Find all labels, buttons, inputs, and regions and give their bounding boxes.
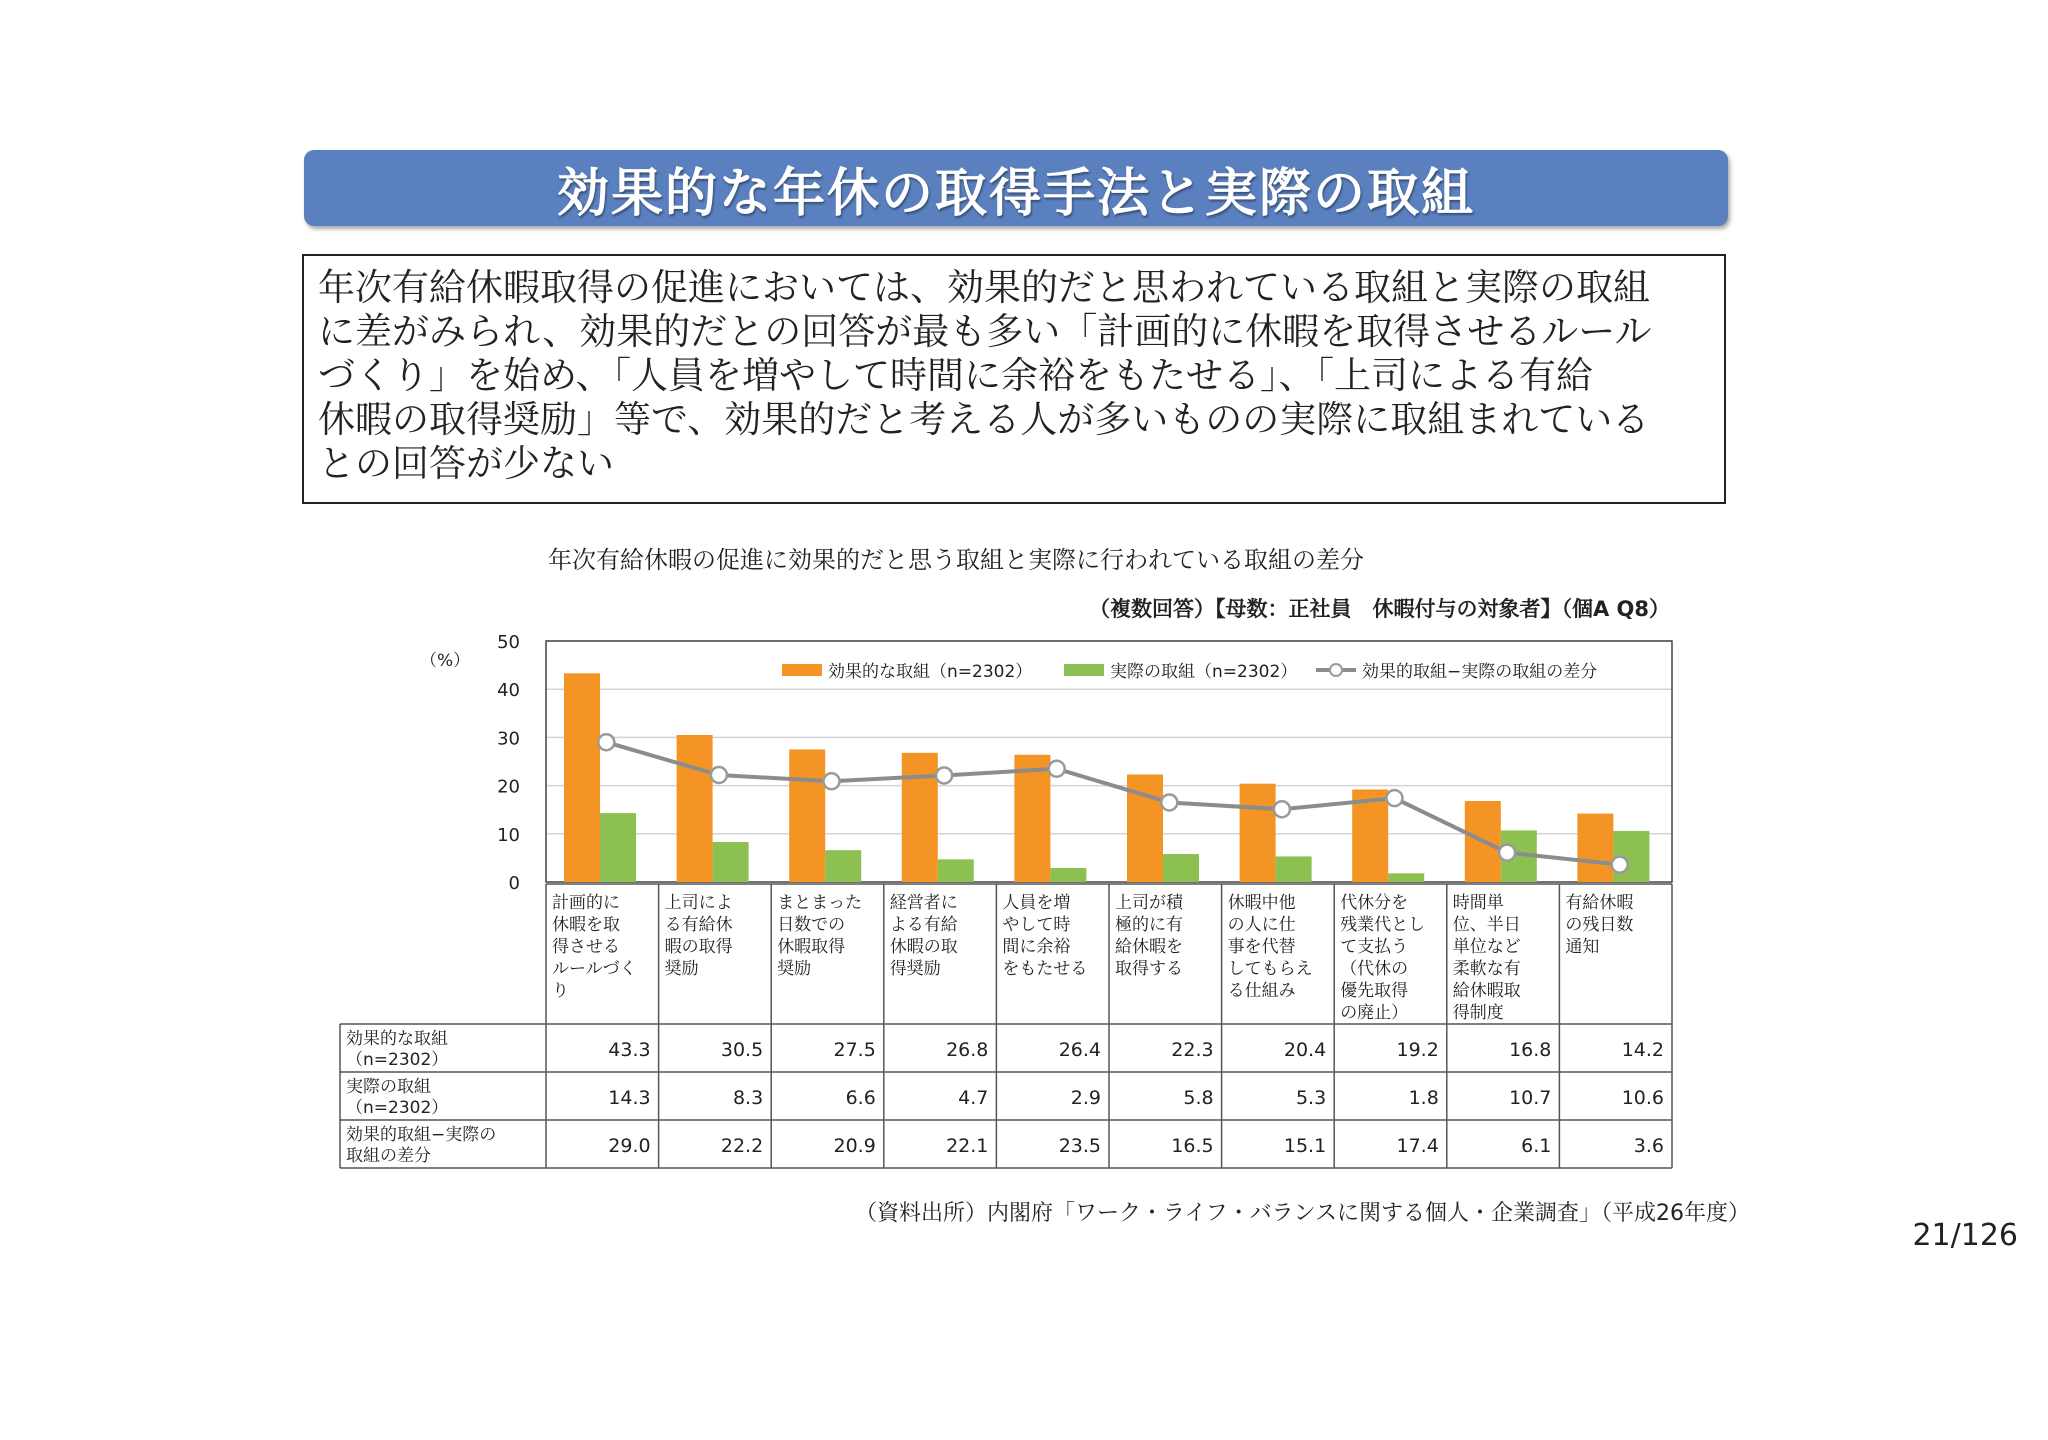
legend-label: 効果的な取組（n=2302） bbox=[828, 662, 1033, 682]
summary-line: との回答が少ない bbox=[318, 442, 614, 485]
legend-label: 効果的取組−実際の取組の差分 bbox=[1362, 662, 1598, 682]
diff-point bbox=[1161, 794, 1177, 810]
table-value: 23.5 bbox=[1058, 1135, 1101, 1157]
table-value: 15.1 bbox=[1283, 1135, 1327, 1157]
category-label-line: よる有給 bbox=[889, 915, 958, 935]
category-label-line: 日数での bbox=[777, 915, 846, 935]
category-label-line: 奨励 bbox=[664, 959, 699, 979]
table-value: 14.2 bbox=[1621, 1039, 1664, 1061]
page-title: 効果的な年休の取得手法と実際の取組 bbox=[556, 163, 1475, 224]
table-value: 22.3 bbox=[1171, 1039, 1214, 1061]
category-label-line: をもたせる bbox=[1002, 959, 1088, 979]
table-value: 10.6 bbox=[1621, 1087, 1664, 1109]
category-label-line: 経営者に bbox=[889, 893, 958, 913]
table-value: 22.1 bbox=[946, 1135, 989, 1157]
category-label-line: 得奨励 bbox=[889, 959, 941, 979]
bar bbox=[1240, 784, 1276, 882]
category-label-line: 取得する bbox=[1115, 959, 1183, 979]
category-label-line: 残業代とし bbox=[1340, 915, 1426, 935]
category-label-line: 上司が積 bbox=[1115, 893, 1183, 913]
category-label bbox=[1453, 893, 1521, 1023]
row-label bbox=[346, 1029, 448, 1070]
category-label-line: 時間単 bbox=[1452, 893, 1504, 913]
summary-line: 年次有給休暇取得の促進においては、効果的だと思われている取組と実際の取組 bbox=[318, 266, 1650, 309]
category-label-line: 奨励 bbox=[777, 959, 812, 979]
bar bbox=[902, 753, 938, 882]
category-label bbox=[552, 893, 637, 1001]
bar bbox=[1388, 873, 1424, 882]
category-label-line: 代休分を bbox=[1340, 893, 1409, 913]
legend-marker bbox=[1330, 664, 1342, 676]
category-label-line: の残日数 bbox=[1565, 915, 1634, 935]
row-label-line: 実際の取組 bbox=[346, 1077, 431, 1097]
bar bbox=[677, 735, 713, 882]
category-label bbox=[777, 893, 862, 979]
row-label-line: （n=2302） bbox=[346, 1050, 449, 1070]
category-label-line: 単位など bbox=[1452, 937, 1521, 957]
category-label-line: 休暇の取 bbox=[889, 937, 958, 957]
diff-point bbox=[1612, 857, 1628, 873]
category-label-line: 事を代替 bbox=[1227, 937, 1296, 957]
table-value: 5.3 bbox=[1295, 1087, 1327, 1109]
table-value: 43.3 bbox=[608, 1039, 651, 1061]
table-value: 8.3 bbox=[732, 1087, 764, 1109]
category-label-line: の廃止） bbox=[1340, 1003, 1409, 1023]
table-value: 30.5 bbox=[720, 1039, 764, 1061]
category-label-line: の人に仕 bbox=[1227, 915, 1296, 935]
category-label-line: やして時 bbox=[1002, 915, 1071, 935]
table-value: 6.6 bbox=[845, 1087, 876, 1109]
table-value: 27.5 bbox=[833, 1039, 876, 1061]
bar bbox=[1577, 814, 1613, 882]
category-label bbox=[1228, 893, 1313, 1001]
y-tick-label: 10 bbox=[497, 824, 520, 846]
table-value: 3.6 bbox=[1633, 1135, 1664, 1157]
diff-point bbox=[598, 734, 614, 750]
category-label bbox=[665, 893, 733, 979]
category-label bbox=[1565, 893, 1633, 957]
bar bbox=[789, 749, 825, 882]
diff-point bbox=[824, 773, 840, 789]
table-value: 22.2 bbox=[720, 1135, 764, 1157]
legend-swatch bbox=[1064, 664, 1104, 676]
diff-point bbox=[1387, 790, 1403, 806]
legend-label: 実際の取組（n=2302） bbox=[1110, 662, 1298, 682]
category-label-line: る仕組み bbox=[1227, 981, 1296, 1001]
legend-swatch bbox=[782, 664, 822, 676]
table-value: 20.4 bbox=[1283, 1039, 1327, 1061]
category-label-line: 休暇中他 bbox=[1227, 893, 1296, 913]
row-label bbox=[346, 1077, 448, 1118]
page-number: 21/126 bbox=[1912, 1218, 2018, 1253]
category-label-line: 柔軟な有 bbox=[1452, 959, 1521, 979]
diff-point bbox=[1049, 761, 1065, 777]
category-label-line: 給休暇取 bbox=[1452, 981, 1521, 1001]
summary-line: づくり」を始め、「人員を増やして時間に余裕をもたせる」、「上司による有給 bbox=[318, 354, 1594, 397]
category-label bbox=[890, 893, 958, 979]
category-label-line: 人員を増 bbox=[1002, 893, 1071, 913]
category-label-line: してもらえ bbox=[1227, 959, 1313, 979]
y-tick-label: 0 bbox=[508, 873, 520, 894]
bar bbox=[564, 673, 600, 882]
bar bbox=[1050, 868, 1086, 882]
bar bbox=[1163, 854, 1199, 882]
summary-line: に差がみられ、効果的だとの回答が最も多い「計画的に休暇を取得させるルール bbox=[318, 310, 1652, 353]
category-label-line: り bbox=[552, 981, 569, 1001]
table-value: 26.4 bbox=[1058, 1039, 1101, 1061]
row-label-line: （n=2302） bbox=[346, 1098, 449, 1118]
table-value: 20.9 bbox=[833, 1135, 876, 1157]
table-value: 26.8 bbox=[946, 1039, 989, 1061]
diff-point bbox=[1499, 845, 1515, 861]
row-label-line: 効果的な取組 bbox=[346, 1029, 448, 1049]
y-tick-label: 30 bbox=[497, 728, 520, 750]
category-label-line: 通知 bbox=[1565, 937, 1600, 957]
bar bbox=[713, 842, 749, 882]
y-tick-label: 50 bbox=[497, 632, 520, 653]
category-label-line: 休暇を取 bbox=[552, 915, 620, 935]
bar bbox=[600, 813, 636, 882]
category-label-line: 上司によ bbox=[664, 893, 733, 913]
category-label-line: 計画的に bbox=[552, 893, 620, 913]
table-value: 10.7 bbox=[1509, 1087, 1552, 1109]
category-label-line: 位、半日 bbox=[1452, 915, 1521, 935]
category-label bbox=[1115, 893, 1185, 979]
bar bbox=[825, 850, 861, 882]
category-label-line: ルールづく bbox=[552, 959, 637, 979]
table-value: 5.8 bbox=[1183, 1087, 1214, 1109]
diff-point bbox=[936, 767, 952, 783]
table-value: 19.2 bbox=[1396, 1039, 1439, 1061]
bar bbox=[1276, 856, 1312, 882]
chart-note: （複数回答）【母数：正社員 休暇付与の対象者】（個A Q8） bbox=[1088, 597, 1670, 621]
category-label bbox=[1002, 893, 1087, 979]
category-label-line: 間に余裕 bbox=[1002, 937, 1071, 957]
category-label-line: て支払う bbox=[1340, 937, 1409, 957]
table-value: 16.5 bbox=[1171, 1135, 1214, 1157]
diff-point bbox=[711, 767, 727, 783]
table-value: 14.3 bbox=[608, 1087, 651, 1109]
y-axis-label: （%） bbox=[420, 651, 471, 671]
y-tick-label: 40 bbox=[497, 680, 520, 702]
table-value: 29.0 bbox=[608, 1135, 651, 1157]
row-label-line: 効果的取組−実際の bbox=[346, 1125, 497, 1145]
category-label-line: 休暇取得 bbox=[777, 937, 846, 957]
category-label-line: 給休暇を bbox=[1115, 937, 1183, 957]
table-value: 6.1 bbox=[1521, 1135, 1552, 1157]
table-value: 4.7 bbox=[958, 1087, 989, 1109]
table-value: 2.9 bbox=[1070, 1087, 1101, 1109]
chart-title: 年次有給休暇の促進に効果的だと思う取組と実際に行われている取組の差分 bbox=[548, 546, 1364, 574]
row-label-line: 取組の差分 bbox=[346, 1146, 431, 1166]
category-label-line: 極的に有 bbox=[1115, 915, 1183, 935]
category-label-line: 有給休暇 bbox=[1565, 893, 1634, 913]
category-label-line: 暇の取得 bbox=[664, 937, 733, 957]
row-label bbox=[346, 1125, 496, 1166]
category-label-line: 得制度 bbox=[1452, 1003, 1504, 1023]
table-value: 16.8 bbox=[1509, 1039, 1552, 1061]
table-value: 1.8 bbox=[1408, 1087, 1439, 1109]
table-value: 17.4 bbox=[1396, 1135, 1439, 1157]
category-label-line: る有給休 bbox=[664, 915, 733, 935]
category-label-line: 優先取得 bbox=[1340, 981, 1409, 1001]
category-label-line: まとまった bbox=[777, 893, 863, 913]
bar bbox=[938, 859, 974, 882]
source-note: （資料出所）内閣府「ワーク・ライフ・バランスに関する個人・企業調査」（平成26年度） bbox=[854, 1201, 1750, 1226]
summary-line: 休暇の取得奨励」等で、効果的だと考える人が多いものの実際に取組まれている bbox=[318, 398, 1650, 441]
bar bbox=[1014, 755, 1050, 882]
category-label-line: （代休の bbox=[1340, 959, 1409, 979]
category-label bbox=[1340, 893, 1425, 1023]
diff-point bbox=[1274, 801, 1290, 817]
category-label-line: 得させる bbox=[552, 937, 620, 957]
y-tick-label: 20 bbox=[497, 776, 520, 798]
